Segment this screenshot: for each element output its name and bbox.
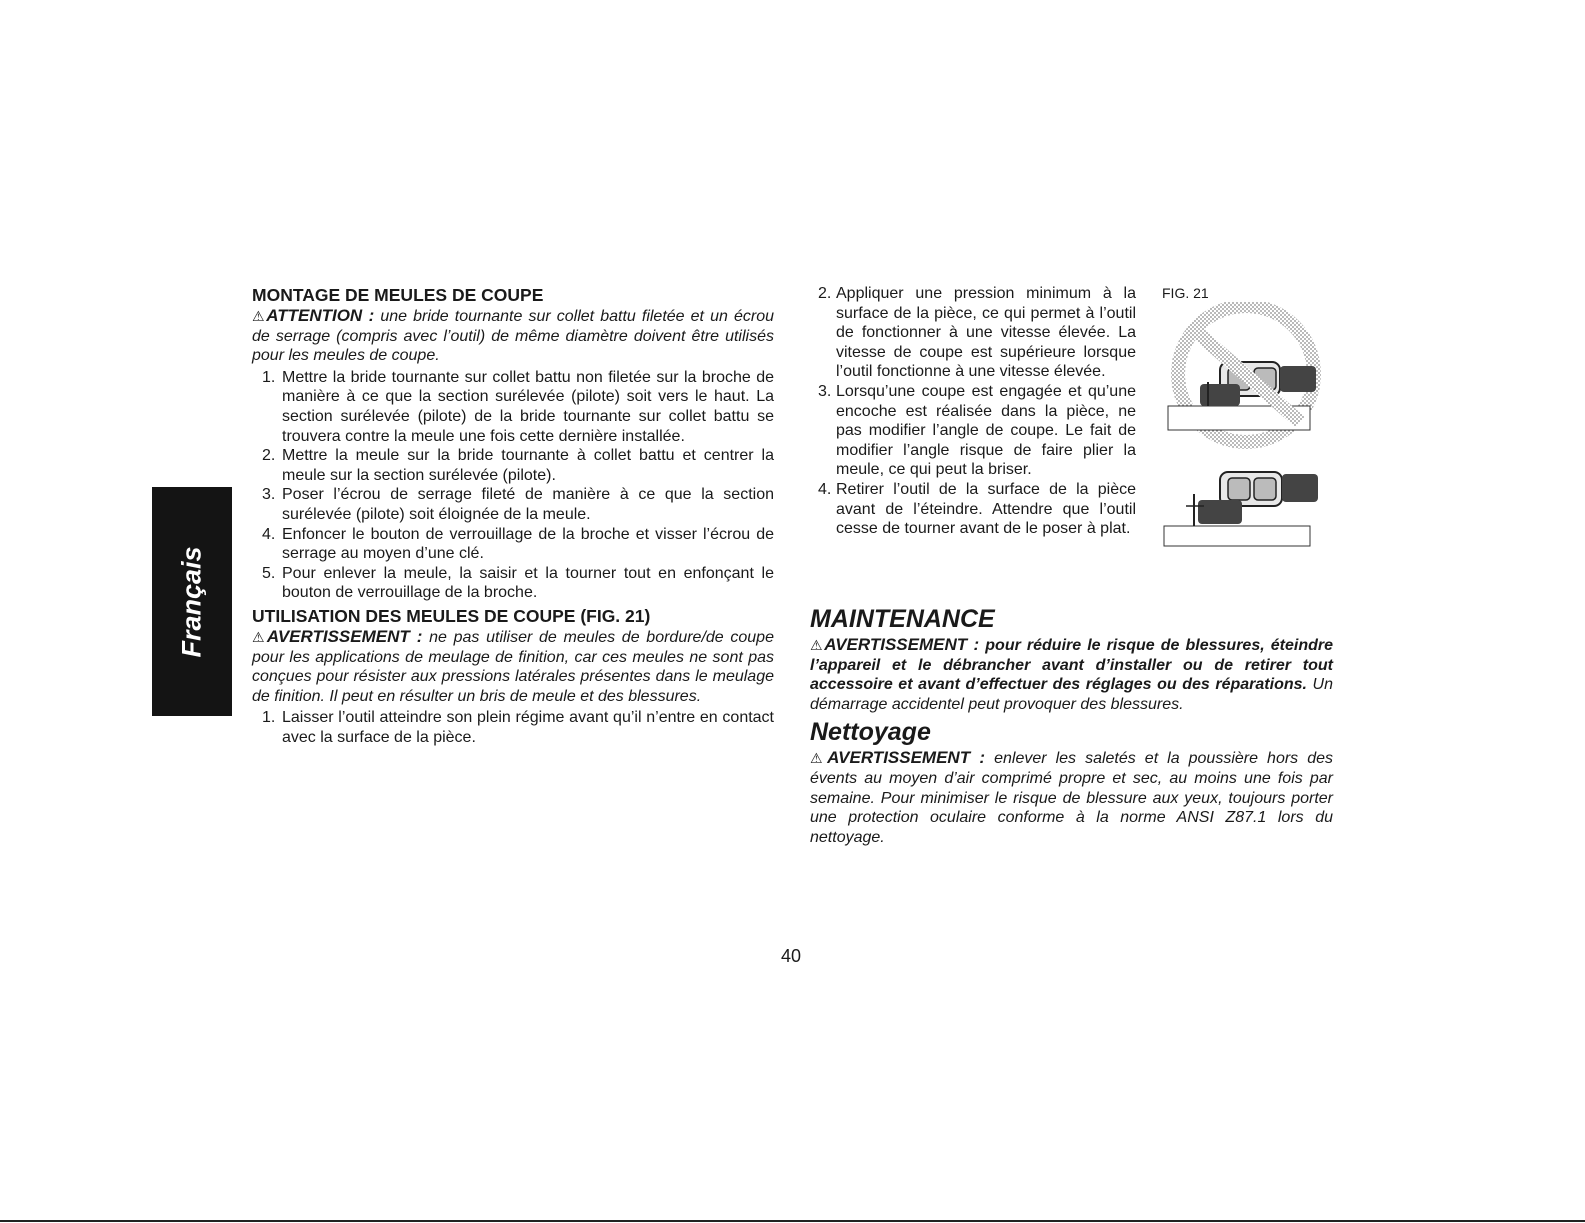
figure-21-illustration — [1160, 302, 1338, 554]
section-title-utilisation: UTILISATION DES MEULES DE COUPE (FIG. 21) — [252, 605, 651, 626]
bottom-border-line — [0, 1220, 1585, 1222]
language-tab — [152, 487, 232, 716]
list-item: 2. Mettre la meule sur la bride tournante à collet battu et centrer la meule sur la section surélevée (pilote). — [262, 447, 774, 484]
maintenance-warning — [810, 635, 1333, 714]
language-tab-label: Français — [176, 545, 207, 658]
prohibited-usage-icon — [1168, 306, 1316, 442]
list-item: 1. Laisser l’outil atteindre son plein régime avant qu’il n’entre en contact avec la surface de la pièce. — [262, 709, 774, 746]
warning-triangle-icon: ⚠ — [252, 628, 267, 645]
usage-steps-continued — [818, 284, 1136, 539]
usage-steps-list — [252, 708, 774, 747]
maintenance-section — [810, 605, 1333, 849]
warning-label: AVERTISSEMENT : — [266, 626, 423, 646]
left-column — [252, 284, 774, 747]
list-item: 5. Pour enlever la meule, la saisir et la tourner tout en enfonçant le bouton de verrouillage de la broche. — [262, 564, 774, 602]
cleaning-title: Nettoyage — [810, 718, 931, 747]
list-item: 1. Mettre la bride tournante sur collet battu non filetée sur la broche de manière à ce que la section surélevée (pilote) soit vers le haut. La section surélevée (pilote) de la bride tournante sur collet battu se trouvera contre la meule une fois cette dernière installée. — [262, 368, 774, 445]
warning-triangle-icon: ⚠ — [810, 750, 828, 767]
warning-text: enlever les saletés et la poussière hors des évents au moyen d’air comprimé propre et sec, au moins une fois par semaine. Pour minimiser le risque de blessure aux yeux, toujours porter une protection oculaire conforme à la norme ANSI Z87.1 lors du nettoyage. — [810, 750, 1333, 846]
page-number: 40 — [781, 946, 802, 966]
warning-bold-text: pour réduire le risque de blessures, éteindre l’appareil et le débrancher avant d’installer ou de retirer tout accessoire et avant d’effectuer des réglages ou des réparations. — [810, 637, 1334, 694]
caution-paragraph — [252, 306, 774, 366]
section-title-montage: MONTAGE DE MEULES DE COUPE — [252, 285, 544, 305]
mounting-steps-list — [252, 368, 774, 603]
warning-paragraph-cutting — [252, 627, 774, 706]
list-item: 3. Lorsqu’une coupe est engagée et qu’une encoche est réalisée dans la pièce, ne pas modifier l’angle de coupe. Le fait de modifier l’angle risque de faire plier la meule, ce qui peut la briser. — [818, 382, 1136, 479]
list-item: 4. Retirer l’outil de la surface de la pièce avant de l’éteindre. Attendre que l’outil cesse de tourner avant de le poser à plat. — [818, 480, 1136, 538]
warning-label: AVERTISSEMENT : — [824, 635, 980, 654]
warning-triangle-icon: ⚠ — [810, 637, 825, 653]
warning-text: Un démarrage accidentel peut provoquer des blessures. — [810, 676, 1333, 713]
middle-column — [818, 284, 1136, 539]
cleaning-warning — [810, 748, 1333, 847]
list-item: 2. Appliquer une pression minimum à la surface de la pièce, ce qui permet à l’outil de fonctionner à une vitesse élevée. La vitesse de coupe est supérieure lorsque l’outil fonctionne à une vitesse élevée. — [818, 285, 1136, 381]
caution-text: une bride tournante sur collet battu filetée et un écrou de serrage (compris avec l’outil) de même diamètre doivent être utilisés pour les meules de coupe. — [252, 308, 774, 365]
correct-usage-icon — [1164, 472, 1318, 546]
list-item: 3. Poser l’écrou de serrage fileté de manière à ce que la section surélevée (pilote) soit éloignée de la meule. — [262, 486, 774, 523]
figure-label: FIG. 21 — [1162, 285, 1209, 301]
warning-text: ne pas utiliser de meules de bordure/de coupe pour les applications de meulage de finition, car ces meules ne sont pas conçues pour résister aux pressions latérales présentes dans le meulage de finition. Il peut en résulter un bris de meule et des blessures. — [252, 628, 774, 705]
warning-triangle-icon: ⚠ — [252, 308, 267, 324]
maintenance-title: MAINTENANCE — [810, 605, 995, 633]
list-item: 4. Enfoncer le bouton de verrouillage de la broche et visser l’écrou de serrage au moyen d’une clé. — [262, 525, 774, 563]
warning-label: AVERTISSEMENT : — [827, 748, 986, 768]
caution-label: ATTENTION : — [266, 306, 375, 325]
